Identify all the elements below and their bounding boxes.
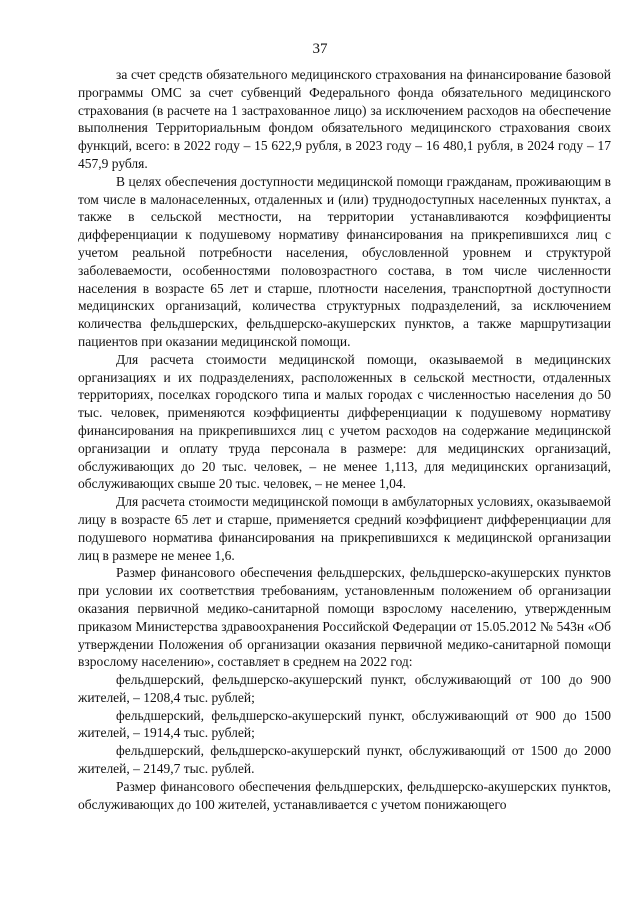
paragraph-omc-funding: за счет средств обязательного медицинского страхования на финансирование базовой программы ОМС за счет субвенций Федерального фонда обязательного медицинского страхования (в расчете на 1 застрахованное лицо) за исключением расходов на обеспечение выполнения Территориальным фондом обязательного медицинского страхования своих функций, всего: в 2022 году – 15 622,9 рубля, в 2023 году – 16 480,1 рубля, в 2024 году – 17 457,9 рубля. — [78, 67, 611, 171]
page-number: 37 — [312, 41, 328, 57]
document-body — [78, 66, 611, 813]
list-item-fap-900-1500: фельдшерский, фельдшерско-акушерский пункт, обслуживающий от 900 до 1500 жителей, – 1914,4 тыс. рублей; — [78, 707, 611, 741]
paragraph-fap-under-100: Размер финансового обеспечения фельдшерских, фельдшерско-акушерских пунктов, обслуживающих до 100 жителей, устанавливается с учетом понижающего — [78, 778, 611, 812]
paragraph-rural-coefficients: Для расчета стоимости медицинской помощи, оказываемой в медицинских организациях и их подразделениях, расположенных в сельской местности, отдаленных территориях, поселках городского типа и малых городах с численностью населения до 50 тыс. человек, применяются коэффициенты дифференциации к подушевому нормативу финансирования на прикрепившихся лиц с учетом расходов на содержание медицинской организации и оплату труда персонала в размере: для медицинских организаций, обслуживающих до 20 тыс. человек, – не менее 1,113, для медицинских организаций, обслуживающих свыше 20 тыс. человек, – не менее 1,04. — [78, 351, 611, 492]
paragraph-elderly-coefficient: Для расчета стоимости медицинской помощи в амбулаторных условиях, оказываемой лицу в возрасте 65 лет и старше, применяется средний коэффициент дифференциации для подушевого норматива финансирования на прикрепившихся к медицинской организации лиц в размере не менее 1,6. — [78, 494, 611, 563]
paragraph-fap-funding: Размер финансового обеспечения фельдшерских, фельдшерско-акушерских пунктов при условии их соответствия требованиям, установленным положением об организации оказания первичной медико-санитарной помощи взрослому населению, утвержденным приказом Министерства здравоохранения Российской Федерации от 15.05.2012 № 543н «Об утверждении Положения об организации оказания первичной медико-санитарной помощи взрослому населению», составляет в среднем на 2022 год: — [78, 565, 611, 670]
list-item-fap-100-900: фельдшерский, фельдшерско-акушерский пункт, обслуживающий от 100 до 900 жителей, – 1208,4 тыс. рублей; — [78, 672, 611, 705]
paragraph-differentiation-coefficients: В целях обеспечения доступности медицинской помощи гражданам, проживающим в том числе в малонаселенных, отдаленных и (или) труднодоступных населенных пунктах, а также в сельской местности, на территории устанавливаются коэффициенты дифференциации к подушевому нормативу финансирования на прикрепившихся лиц с учетом реальной потребности населения, обусловленной уровнем и структурой заболеваемости, особенностями половозрастного состава, в том числе численности населения в возрасте 65 лет и старше, плотности населения, транспортной доступности медицинских организаций, количества структурных подразделений, за исключением количества фельдшерских, фельдшерско-акушерских пунктов, а также маршрутизации пациентов при оказании медицинской помощи. — [78, 173, 611, 349]
list-item-fap-1500-2000: фельдшерский, фельдшерско-акушерский пункт, обслуживающий от 1500 до 2000 жителей, – 2149,7 тыс. рублей. — [78, 743, 611, 777]
